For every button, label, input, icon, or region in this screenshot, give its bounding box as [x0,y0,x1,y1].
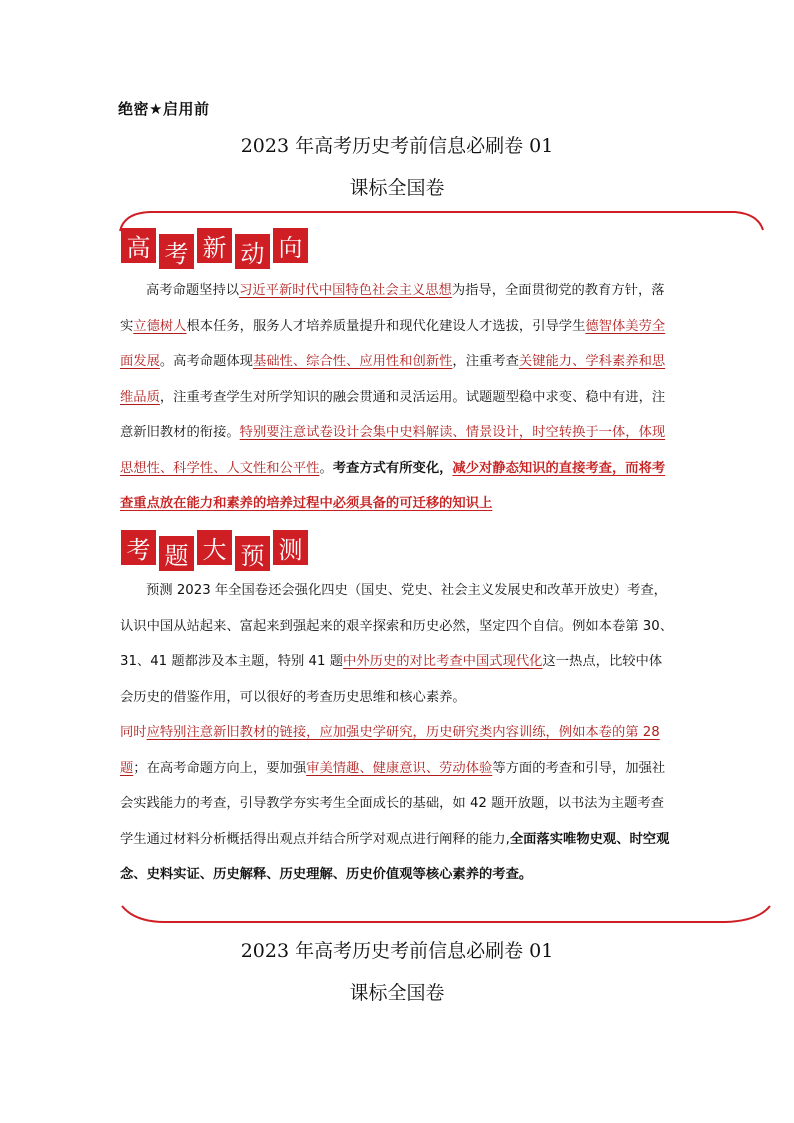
text: 。高考命题体现 [159,354,253,369]
text: ，注重考查 [452,354,519,369]
text: ；在高考命题方向上，要加强 [133,760,307,776]
confidential-label: 绝密★启用前 [118,100,210,118]
text: 同时 [120,725,147,740]
banner-char: 考 [159,234,194,269]
text: 为指导，全面贯彻党的教育方针，落实 [120,283,665,334]
text: 高考命题坚持以 [146,283,240,298]
section-banner-new-trends [121,228,308,269]
repeat-title: 2023 年高考历史考前信息必刷卷 01 [240,940,554,962]
text: 。 [319,460,333,476]
text: 预测 2023 年全国卷还会强化四史（国史、党史、社会主义发展史和改革开放史）考查，认识中国从站起来、富起来到强起来的艰辛探索和历史必然，坚定四个自信。例如本卷第 30、31、41 题都涉及本主题，特别 41 题 [120,583,674,669]
highlight: 审美情趣、健康意识、劳动体验 [306,760,493,776]
page-title: 2023 年高考历史考前信息必刷卷 01 [240,135,554,157]
text: 根本任务，服务人才培养质量提升和现代化建设人才选拔，引导学生 [186,318,586,334]
highlight: 关键能力、学科素养和思维品质 [120,354,666,405]
section-banner-predictions [121,530,308,571]
highlight: 特别要注意试卷设计会集中史料解读、情景设计，时空转换于一体，体现思想性、科学性、人文性和公平性 [120,425,666,476]
highlight: 习近平新时代中国特色社会主义思想 [239,283,452,298]
banner-char: 测 [273,530,308,565]
repeat-subtitle: 课标全国卷 [349,982,445,1004]
banner-char: 题 [159,536,194,571]
highlight: 德智体美劳全面发展 [120,318,666,369]
banner-char: 新 [197,228,232,263]
highlight: 立德树人 [133,318,187,334]
bold-text: 全面落实唯物史观、时空观念、史料实证、历史解释、历史理解、历史价值观等核心素养的考查。 [120,831,670,882]
bottom-arc [122,906,770,922]
key-emphasis: 减少对静态知识的直接考查，而将考查重点放在能力和素养的培养过程中必须具备的可迁移的知识上 [120,460,666,511]
banner-char: 考 [121,530,156,565]
bold-text: 考查方式有所变化， [332,460,453,476]
section2-paragraph [120,573,675,893]
text: 这一热点，比较中体会历史的借鉴作用，可以很好的考查历史思维和核心素养。 [120,654,663,705]
banner-char: 动 [235,234,270,269]
banner-char: 向 [273,228,308,263]
banner-char: 高 [121,228,156,263]
highlight: 基础性、综合性、应用性和创新性 [252,354,453,369]
banner-char: 预 [235,536,270,571]
text: 等方面的考查和引导，加强社会实践能力的考查，引导教学夯实考生全面成长的基础，如 42 题开放题，以书法为主题考查学生通过材料分析概括得出观点并结合所学对观点进行阐释的能力, [120,760,666,847]
banner-char: 大 [197,530,232,565]
section1-paragraph [120,273,675,522]
highlight: 中外历史的对比考查中国式现代化 [343,654,543,669]
page-subtitle: 课标全国卷 [349,177,445,199]
highlight: 应特别注意新旧教材的链接，应加强史学研究，历史研究类内容训练，例如本卷的第 28 题 [120,725,660,776]
text: ，注重考查学生对所学知识的融会贯通和灵活运用。试题题型稳中求变、稳中有进，注意新旧教材的衔接。 [120,389,666,440]
